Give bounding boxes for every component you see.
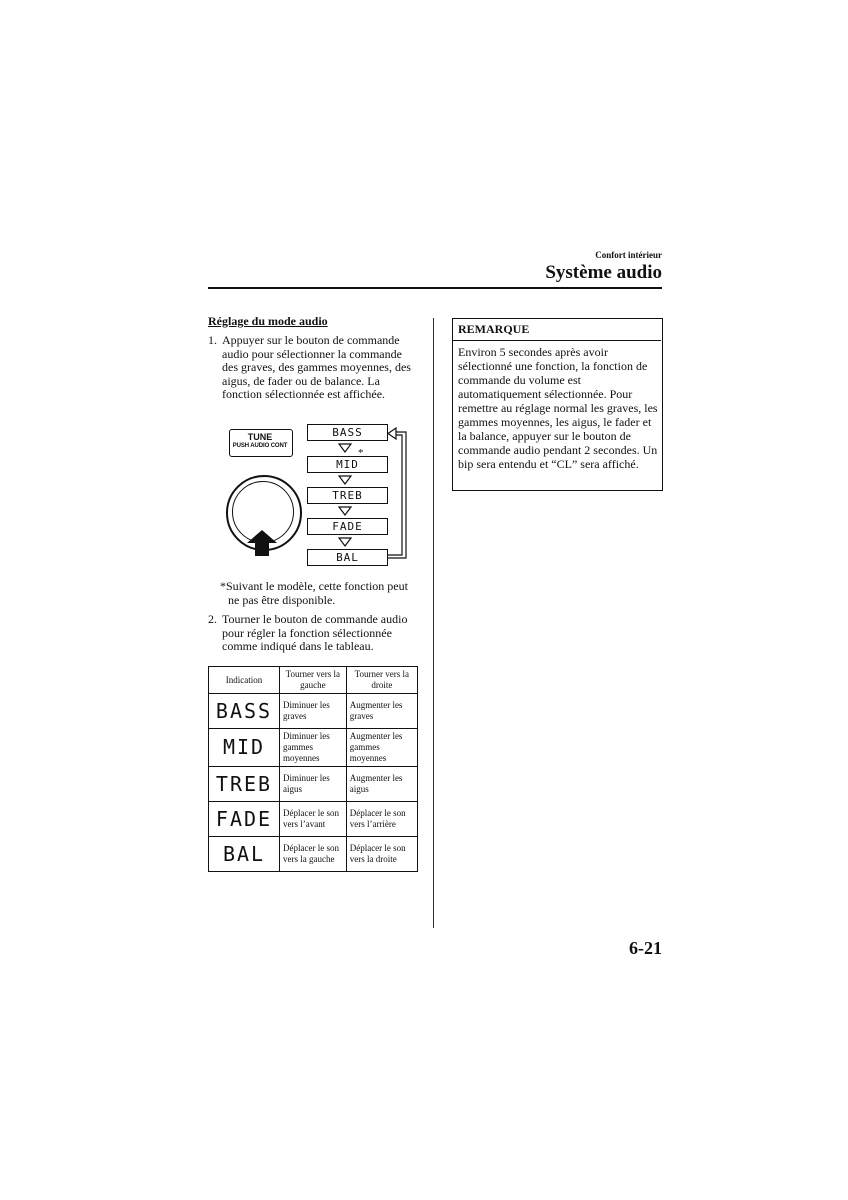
remark-title: REMARQUE xyxy=(452,318,661,341)
step-2 xyxy=(208,613,420,654)
column-divider xyxy=(433,318,434,928)
mode-bal: BAL xyxy=(307,549,388,566)
table-cell: Déplacer le son vers l’arrière xyxy=(346,802,417,837)
indication-cell: FADE xyxy=(209,802,280,837)
chapter-title: Système audio xyxy=(545,262,662,283)
footnote-line-1: *Suivant le modèle, cette fonction peut xyxy=(220,579,408,593)
footnote xyxy=(220,579,420,607)
mode-fade: FADE xyxy=(307,518,388,535)
table-row xyxy=(209,694,418,729)
header-rule xyxy=(208,287,662,289)
footnote-line-2: ne pas être disponible. xyxy=(228,593,336,607)
step-1-text: Appuyer sur le bouton de commande audio pour sélectionner la commande des graves, des gammes moyennes, des aigus, de fader ou de balance. La fonction sélectionnée est affichée. xyxy=(222,333,411,402)
indication-cell: BASS xyxy=(209,694,280,729)
mode-treb: TREB xyxy=(307,487,388,504)
section-title: Confort intérieur xyxy=(595,250,662,260)
table-cell: Déplacer le son vers la gauche xyxy=(280,837,347,872)
down-arrow-icon xyxy=(338,537,352,547)
tune-label: TUNE xyxy=(247,432,273,442)
down-arrow-icon xyxy=(338,506,352,516)
step-1-number: 1. xyxy=(208,333,217,347)
tune-sub-label: PUSH AUDIO CONT xyxy=(232,443,288,449)
table-cell: Diminuer les gammes moyennes xyxy=(280,729,347,767)
page-number: 6-21 xyxy=(629,938,662,958)
mode-bass: BASS xyxy=(307,424,388,441)
table-cell: Diminuer les aigus xyxy=(280,767,347,802)
table-row xyxy=(209,767,418,802)
indication-cell: TREB xyxy=(209,767,280,802)
table-header-row xyxy=(209,667,418,694)
table-header: Tourner vers la gauche xyxy=(280,667,347,694)
table-header: Indication xyxy=(209,667,280,694)
indication-cell: BAL xyxy=(209,837,280,872)
subheading: Réglage du mode audio xyxy=(208,314,328,328)
mode-mid: MID xyxy=(307,456,388,473)
table-cell: Déplacer le son vers l’avant xyxy=(280,802,347,837)
table-cell: Augmenter les aigus xyxy=(346,767,417,802)
step-1 xyxy=(208,334,420,402)
table-row xyxy=(209,729,418,767)
step-2-number: 2. xyxy=(208,612,217,626)
loop-return-arrow-icon xyxy=(386,424,412,566)
push-arrow-icon xyxy=(244,528,280,558)
table-cell: Déplacer le son vers la droite xyxy=(346,837,417,872)
table-cell: Augmenter les gammes moyennes xyxy=(346,729,417,767)
indication-cell: MID xyxy=(209,729,280,767)
mid-asterisk: * xyxy=(358,447,364,459)
table-row xyxy=(209,802,418,837)
table-header: Tourner vers la droite xyxy=(346,667,417,694)
table-row xyxy=(209,837,418,872)
down-arrow-icon xyxy=(338,475,352,485)
down-arrow-icon xyxy=(338,443,352,453)
step-2-text: Tourner le bouton de commande audio pour régler la fonction sélectionnée comme indiqué dans le tableau. xyxy=(222,612,408,654)
table-cell: Augmenter les graves xyxy=(346,694,417,729)
audio-mode-table xyxy=(208,666,418,872)
remark-text: Environ 5 secondes après avoir sélectionné une fonction, la fonction de commande du volume est automatiquement sélectionnée. Pour remettre au réglage normal les graves, les gammes moyennes, les aigus, le fader et la balance, appuyer sur le bouton de commande audio pendant 2 secondes. Un bip sera entendu et “CL” sera affiché. xyxy=(458,345,658,471)
table-cell: Diminuer les graves xyxy=(280,694,347,729)
